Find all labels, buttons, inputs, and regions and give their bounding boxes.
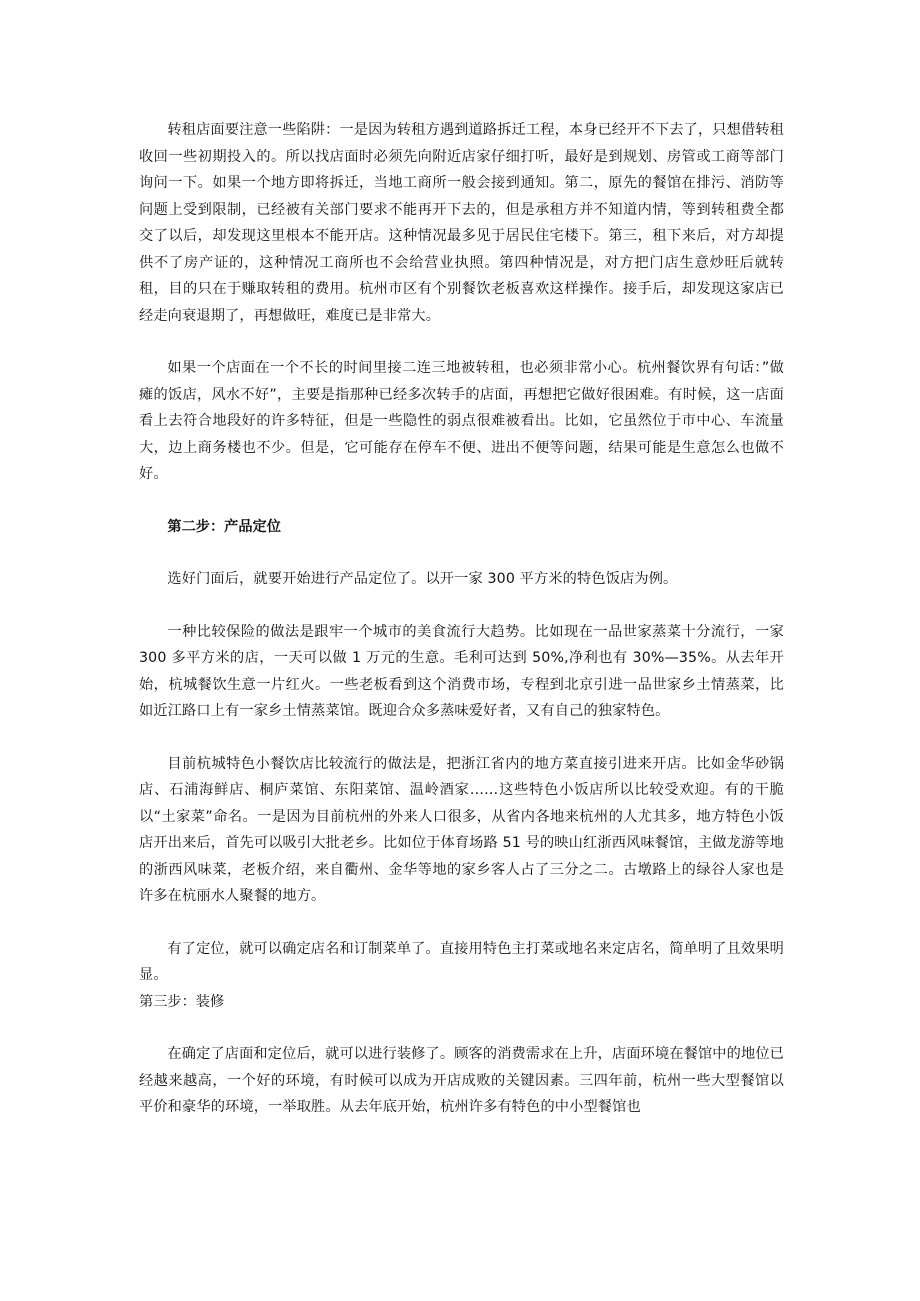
paragraph-follow-trend: 一种比较保险的做法是跟牢一个城市的美食流行大趋势。比如现在一品世家蒸菜十分流行，一家 300 多平方米的店，一天可以做 1 万元的生意。毛利可达到 50%,净利也有 30%—35%。从去年开始，杭城餐饮生意一片红火。一些老板看到这个消费市场，专程到北京引进一品世家乡土情蒸菜，比如近江路口上有一家乡土情蒸菜馆。既迎合众多蒸味爱好者，又有自己的独家特色。	[139, 623, 784, 719]
heading-step-two: 第二步：产品定位	[167, 518, 281, 535]
paragraph-frequent-sublease: 如果一个店面在一个不长的时间里接二连三地被转租，也必须非常小心。杭州餐饮界有句话：”做瘫的饭店，风水不好”，主要是指那种已经多次转手的店面，再想把它做好很困难。有时候，这一店面看上去符合地段好的许多特征，但是一些隐性的弱点很难被看出。比如，它虽然位于市中心、车流量大，边上商务楼也不少。但是，它可能存在停车不便、进出不便等问题，结果可能是生意怎么也做不好。	[139, 360, 784, 482]
paragraph-positioning-intro: 选好门面后，就要开始进行产品定位了。以开一家 300 平方米的特色饭店为例。	[167, 571, 678, 587]
paragraph-local-cuisine: 目前杭城特色小餐饮店比较流行的做法是，把浙江省内的地方菜直接引进来开店。比如金华砂锅店、石浦海鲜店、桐庐菜馆、东阳菜馆、温岭酒家……这些特色小饭店所以比较受欢迎。有的干脆以“土家菜”命名。一是因为目前杭州的外来人口很多，从省内各地来杭州的人尤其多，地方特色小饭店开出来后，首先可以吸引大批老乡。比如位于体育场路 51 号的映山红浙西风味餐馆，主做龙游等地的浙西风味菜，老板介绍，来自衢州、金华等地的家乡客人占了三分之二。古墩路上的绿谷人家也是许多在杭丽水人聚餐的地方。	[139, 755, 784, 904]
heading-step-three: 第三步：装修	[139, 993, 225, 1010]
paragraph-renovation: 在确定了店面和定位后，就可以进行装修了。顾客的消费需求在上升，店面环境在餐馆中的地位已经越来越高，一个好的环境，有时候可以成为开店成败的关键因素。三四年前，杭州一些大型餐馆以平价和豪华的环境，一举取胜。从去年底开始，杭州许多有特色的中小型餐馆也	[139, 1046, 784, 1115]
paragraph-naming-menu: 有了定位，就可以确定店名和订制菜单了。直接用特色主打菜或地名来定店名，简单明了且效果明显。	[139, 940, 784, 983]
document-page	[139, 117, 784, 1147]
paragraph-sublease-traps: 转租店面要注意一些陷阱：一是因为转租方遇到道路拆迁工程，本身已经开不下去了，只想借转租收回一些初期投入的。所以找店面时必须先向附近店家仔细打听，最好是到规划、房管或工商等部门询问一下。如果一个地方即将拆迁，当地工商所一般会接到通知。第二，原先的餐馆在排污、消防等问题上受到限制，已经被有关部门要求不能再开下去的，但是承租方并不知道内情，等到转租费全都交了以后，却发现这里根本不能开店。这种情况最多见于居民住宅楼下。第三，租下来后，对方却提供不了房产证的，这种情况工商所也不会给营业执照。第四种情况是，对方把门店生意炒旺后就转租，目的只在于赚取转租的费用。杭州市区有个别餐饮老板喜欢这样操作。接手后，却发现这家店已经走向衰退期了，再想做旺，难度已是非常大。	[139, 122, 784, 324]
